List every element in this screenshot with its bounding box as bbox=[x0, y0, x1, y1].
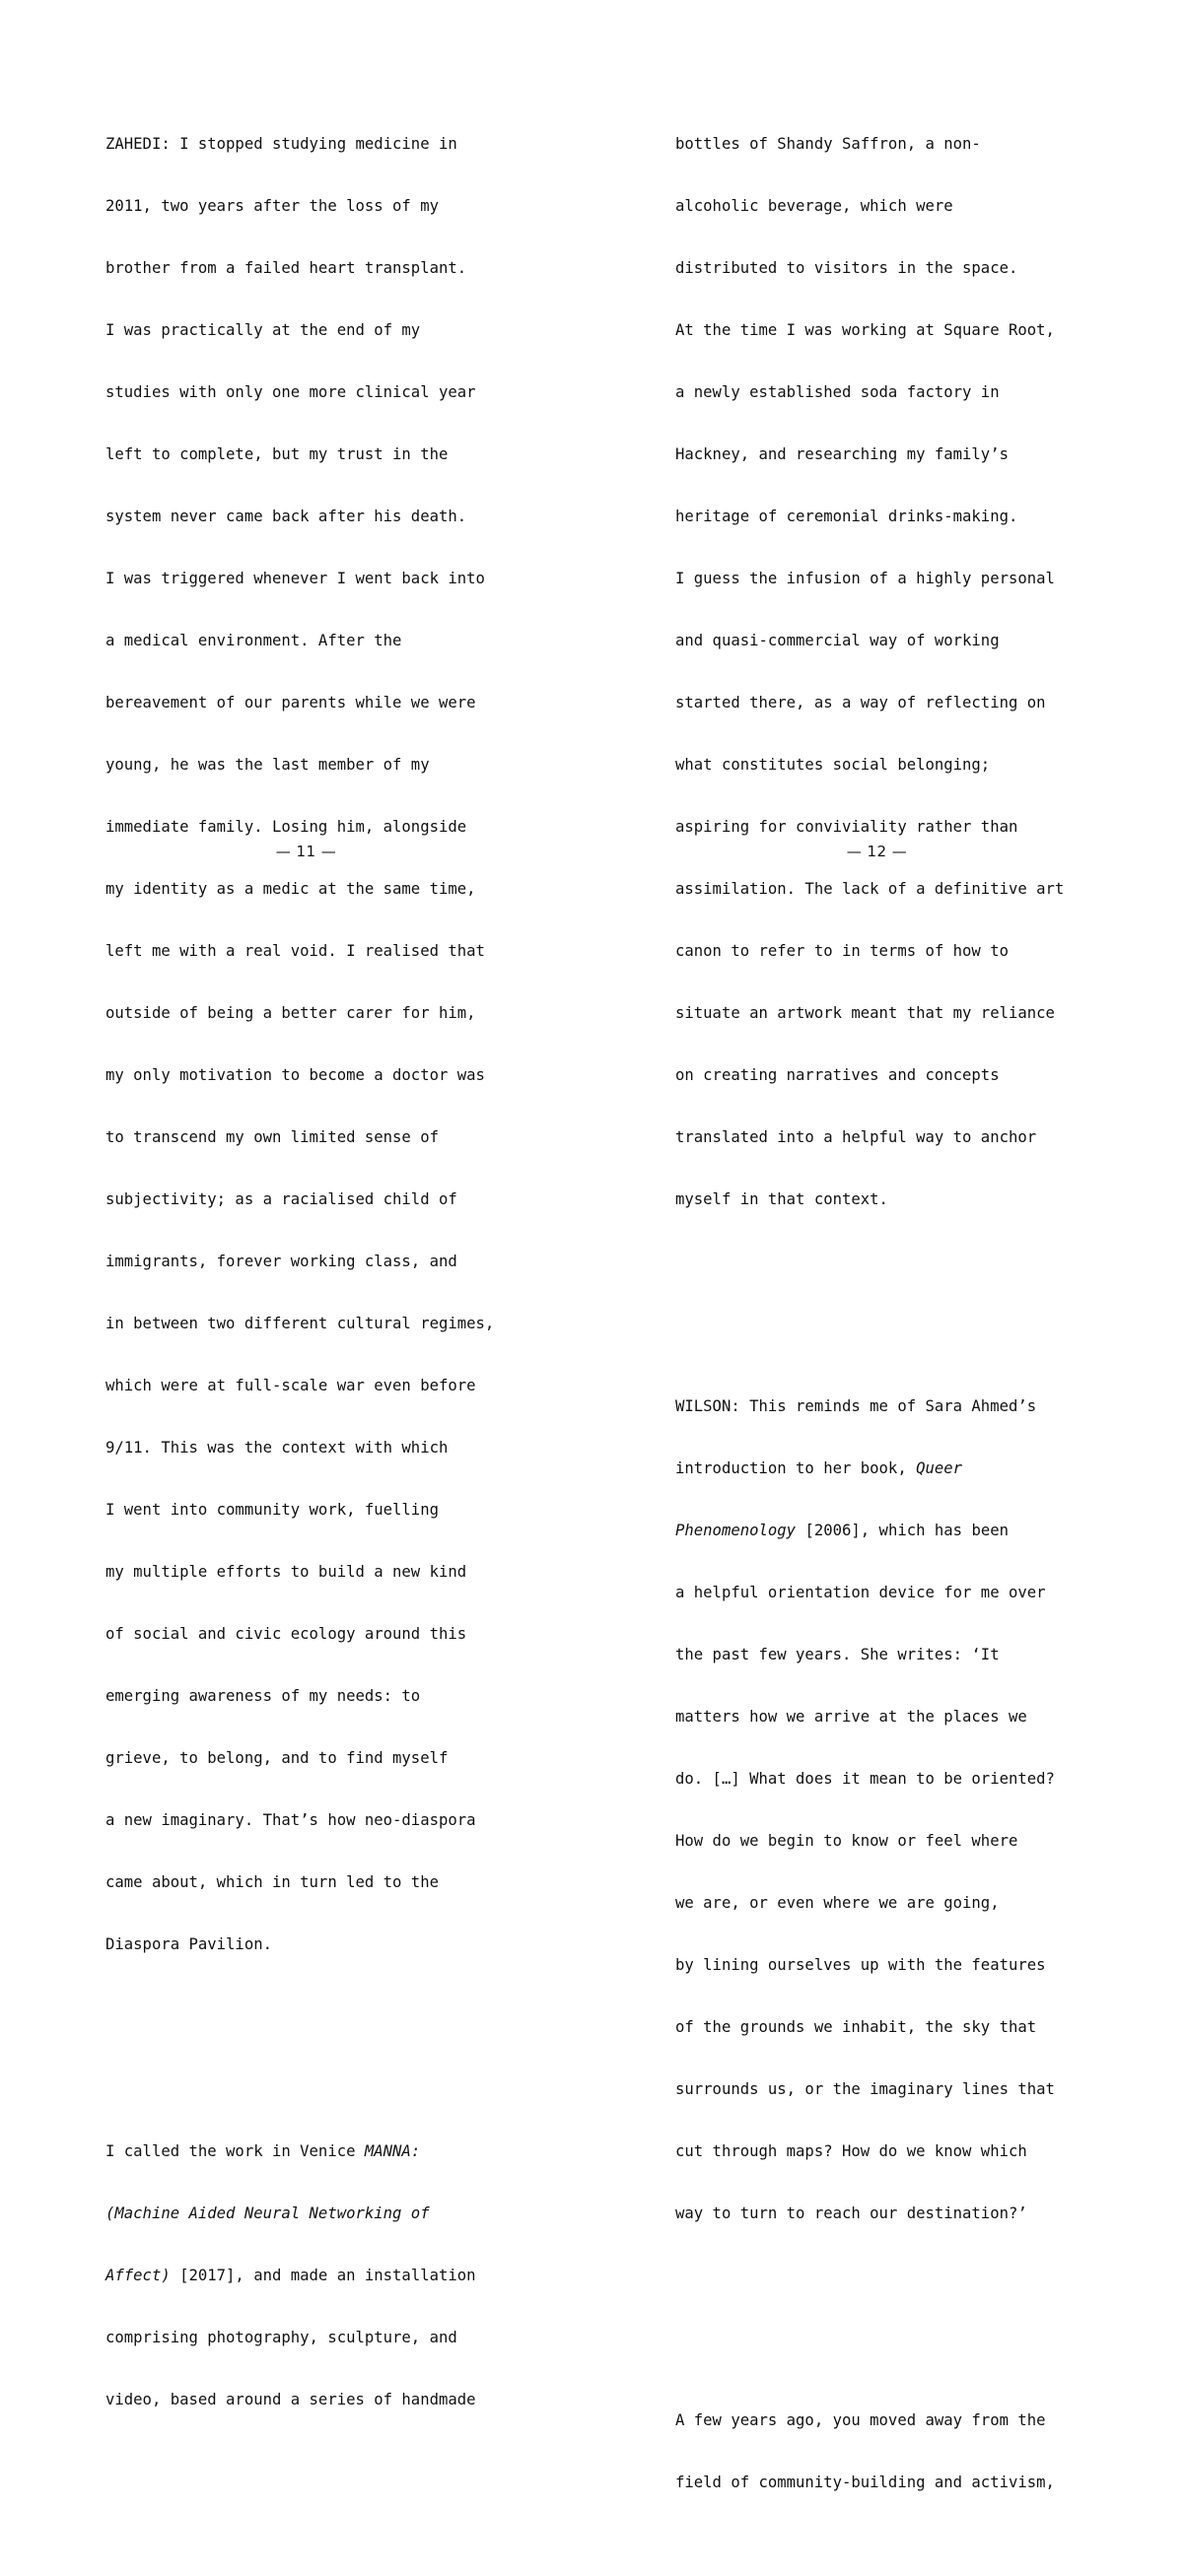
text-line: a medical environment. After the bbox=[105, 632, 402, 649]
text-line bbox=[105, 2141, 494, 2162]
text-line: aspiring for conviviality rather than bbox=[675, 818, 1018, 836]
text-run: [2017], and made an installation bbox=[170, 2267, 476, 2284]
text-line: heritage of ceremonial drinks-making. bbox=[675, 508, 1018, 525]
text-line: distributed to visitors in the space. bbox=[675, 259, 1018, 277]
text-line bbox=[105, 2203, 494, 2224]
text-line: I guess the infusion of a highly personal bbox=[675, 570, 1055, 587]
text-line: myself in that context. bbox=[675, 1190, 888, 1208]
text-line: to transcend my own limited sense of bbox=[105, 1128, 439, 1146]
text-line: came about, which in turn led to the bbox=[105, 1873, 439, 1891]
text-line: comprising photography, sculpture, and bbox=[105, 2329, 457, 2346]
text-line bbox=[105, 2266, 494, 2286]
text-line bbox=[675, 1458, 1064, 1479]
text-line: cut through maps? How do we know which bbox=[675, 2142, 1027, 2160]
text-line: my only motivation to become a doctor was bbox=[105, 1066, 485, 1084]
text-line: At the time I was working at Square Root, bbox=[675, 321, 1055, 339]
paragraph-gap bbox=[675, 2307, 1064, 2328]
text-line: immigrants, forever working class, and bbox=[105, 1253, 457, 1270]
text-line bbox=[675, 1521, 1064, 1541]
left-paragraph-1 bbox=[105, 93, 494, 1997]
text-line: WILSON: This reminds me of Sara Ahmed’s bbox=[675, 1397, 1037, 1415]
text-line: brother from a failed heart transplant. bbox=[105, 259, 467, 277]
right-paragraph-1 bbox=[675, 93, 1064, 1252]
paragraph-gap bbox=[675, 1293, 1064, 1314]
text-line: my identity as a medic at the same time, bbox=[105, 880, 476, 898]
text-line: way to turn to reach our destination?’ bbox=[675, 2204, 1027, 2222]
text-line: bereavement of our parents while we were bbox=[105, 694, 476, 712]
work-title-italic: Affect) bbox=[105, 2267, 171, 2284]
book-title-italic: Queer bbox=[916, 1459, 963, 1477]
right-paragraph-3 bbox=[675, 2369, 1064, 2535]
text-line: the past few years. She writes: ‘It bbox=[675, 1646, 1000, 1663]
text-line: I went into community work, fuelling bbox=[105, 1501, 439, 1519]
text-line: a new imaginary. That’s how neo-diaspora bbox=[105, 1811, 476, 1829]
text-line: of the grounds we inhabit, the sky that bbox=[675, 2018, 1037, 2036]
text-line: I was practically at the end of my bbox=[105, 321, 421, 339]
page-number: — 11 — bbox=[275, 843, 337, 860]
left-page-text bbox=[105, 51, 494, 2493]
text-line: situate an artwork meant that my reliance bbox=[675, 1004, 1055, 1022]
text-run: [2006], which has been bbox=[796, 1522, 1009, 1539]
text-line: by lining ourselves up with the features bbox=[675, 1956, 1046, 1974]
text-line: young, he was the last member of my bbox=[105, 756, 430, 774]
text-line: outside of being a better carer for him, bbox=[105, 1004, 476, 1022]
paragraph-gap bbox=[105, 2038, 494, 2059]
text-run: I called the work in Venice bbox=[105, 2142, 365, 2160]
text-line: A few years ago, you moved away from the bbox=[675, 2411, 1046, 2429]
text-line: started there, as a way of reflecting on bbox=[675, 694, 1046, 712]
text-line: immediate family. Losing him, alongside bbox=[105, 818, 467, 836]
right-paragraph-2 bbox=[675, 1355, 1064, 2266]
right-page-text bbox=[675, 51, 1064, 2576]
page-number: — 12 — bbox=[846, 843, 908, 860]
text-line: on creating narratives and concepts bbox=[675, 1066, 1000, 1084]
text-line: grieve, to belong, and to find myself bbox=[105, 1749, 449, 1767]
text-line: ZAHEDI: I stopped studying medicine in bbox=[105, 135, 457, 153]
left-page bbox=[0, 0, 592, 2408]
text-line: left me with a real void. I realised that bbox=[105, 942, 485, 960]
text-line: video, based around a series of handmade bbox=[105, 2391, 476, 2408]
text-line: 9/11. This was the context with which bbox=[105, 1439, 449, 1457]
text-run: introduction to her book, bbox=[675, 1459, 917, 1477]
text-line: which were at full-scale war even before bbox=[105, 1377, 476, 1394]
work-title-italic: (Machine Aided Neural Networking of bbox=[105, 2204, 430, 2222]
text-line: subjectivity; as a racialised child of bbox=[105, 1190, 457, 1208]
text-line: in between two different cultural regimes, bbox=[105, 1315, 495, 1332]
text-line: 2011, two years after the loss of my bbox=[105, 197, 439, 215]
text-line: surrounds us, or the imaginary lines that bbox=[675, 2080, 1055, 2098]
text-line: and quasi-commercial way of working bbox=[675, 632, 1000, 649]
text-line: field of community-building and activism, bbox=[675, 2474, 1055, 2491]
right-page bbox=[592, 0, 1185, 2491]
text-line: canon to refer to in terms of how to bbox=[675, 942, 1009, 960]
text-line: of social and civic ecology around this bbox=[105, 1625, 467, 1643]
text-line: translated into a helpful way to anchor bbox=[675, 1128, 1037, 1146]
text-line: assimilation. The lack of a definitive art bbox=[675, 880, 1065, 898]
text-line: left to complete, but my trust in the bbox=[105, 445, 449, 463]
text-line: emerging awareness of my needs: to bbox=[105, 1687, 421, 1705]
text-line: a newly established soda factory in bbox=[675, 383, 1000, 401]
text-line: Hackney, and researching my family’s bbox=[675, 445, 1009, 463]
text-line: matters how we arrive at the places we bbox=[675, 1708, 1027, 1726]
book-title-italic: Phenomenology bbox=[675, 1522, 797, 1539]
text-line: bottles of Shandy Saffron, a non- bbox=[675, 135, 981, 153]
text-line: a helpful orientation device for me over bbox=[675, 1584, 1046, 1601]
text-line: system never came back after his death. bbox=[105, 508, 467, 525]
work-title-italic: MANNA: bbox=[364, 2142, 421, 2160]
text-line: How do we begin to know or feel where bbox=[675, 1832, 1018, 1850]
text-line: do. […] What does it mean to be oriented? bbox=[675, 1770, 1055, 1788]
text-line: alcoholic beverage, which were bbox=[675, 197, 953, 215]
text-line: studies with only one more clinical year bbox=[105, 383, 476, 401]
text-line: I was triggered whenever I went back into bbox=[105, 570, 485, 587]
text-line: Diaspora Pavilion. bbox=[105, 1935, 272, 1953]
text-line: we are, or even where we are going, bbox=[675, 1894, 1000, 1912]
left-paragraph-2 bbox=[105, 2100, 494, 2452]
text-line: my multiple efforts to build a new kind bbox=[105, 1563, 467, 1581]
text-line: what constitutes social belonging; bbox=[675, 756, 991, 774]
